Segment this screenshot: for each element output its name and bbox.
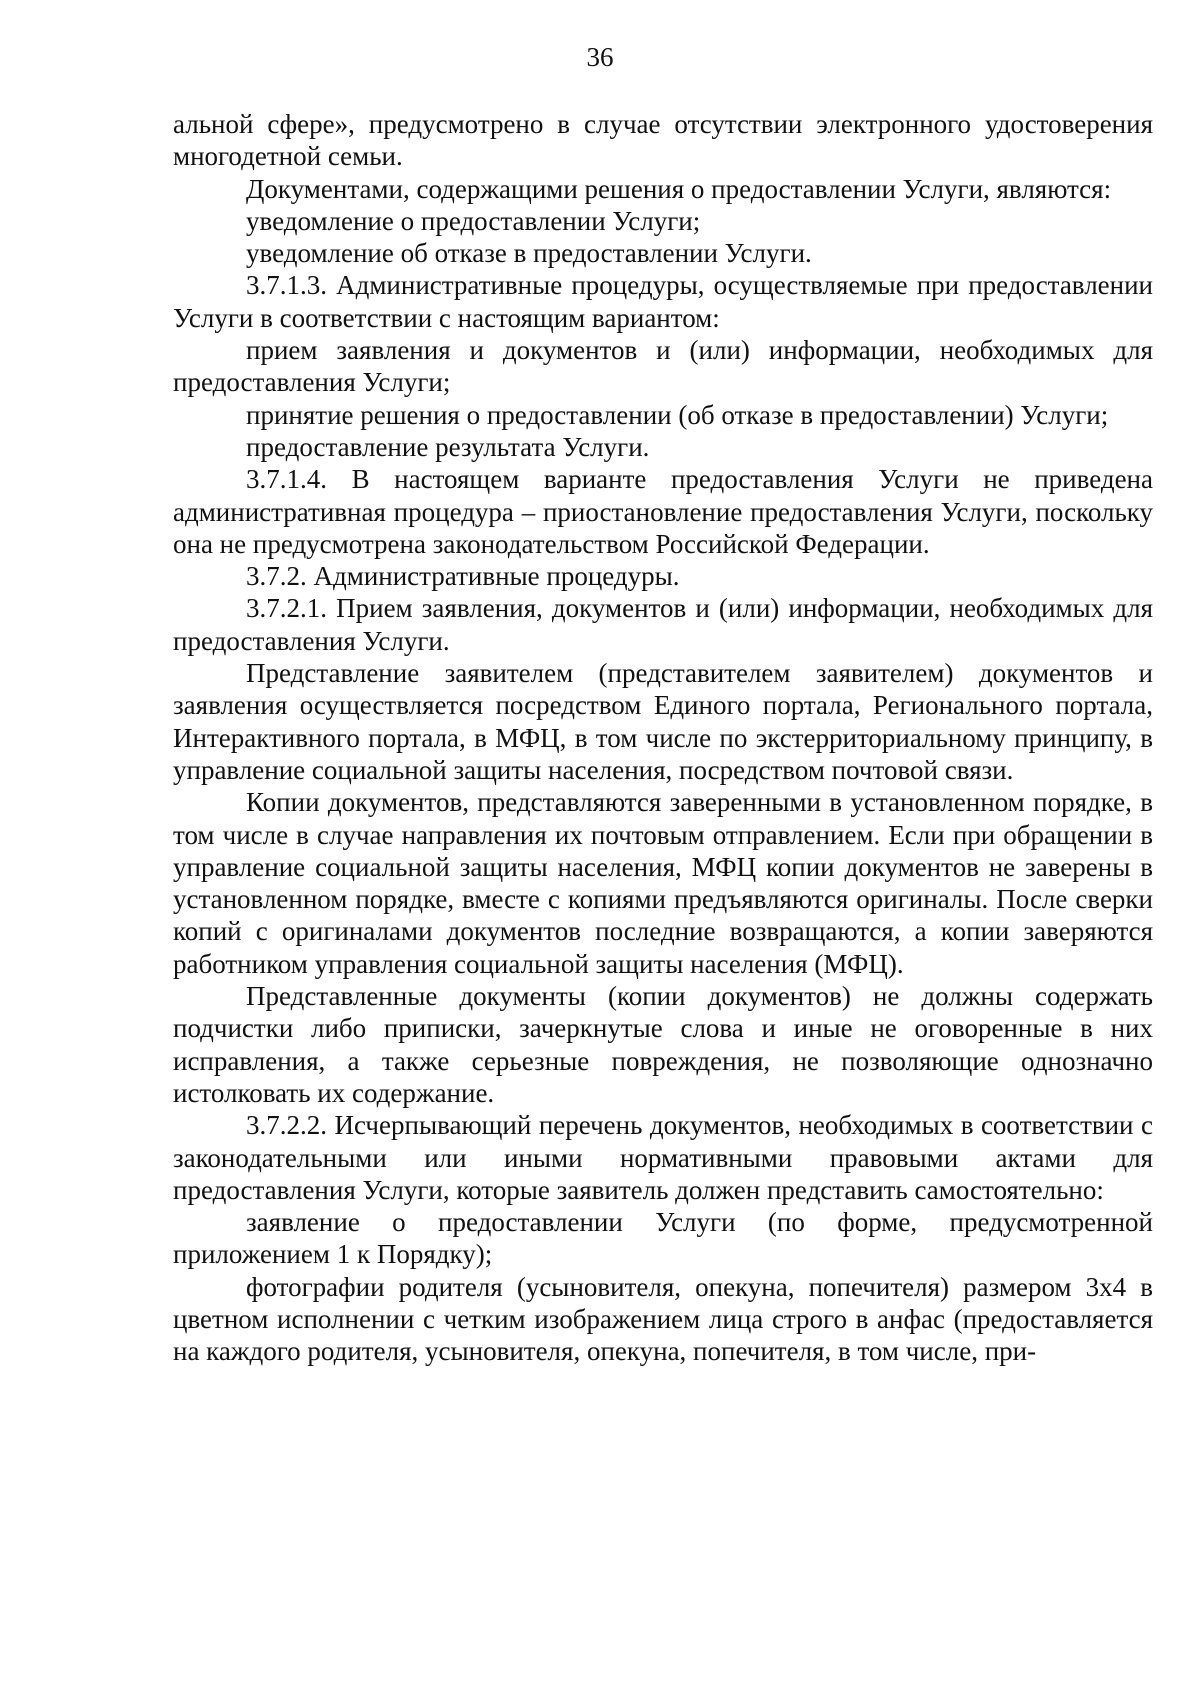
- paragraph: 3.7.2. Административные процедуры.: [246, 561, 680, 592]
- paragraph: прием заявления и документов и (или) информации, необходимых для предоставления Услуги;: [173, 335, 1153, 398]
- paragraph: Представление заявителем (представителем заявителем) документов и заявления осуществляется посредством Единого портала, Регионального портала, Интерактивного портала, в МФЦ, в том числе по экстерриториальному принципу, в управление социальной защиты населения, посредством почтовой связи.: [173, 658, 1153, 785]
- document-body: [173, 108, 1153, 1368]
- paragraph: 3.7.1.4. В настоящем варианте предоставления Услуги не приведена административная процедура – приостановление предоставления Услуги, поскольку она не предусмотрена законодательством Российской Федерации.: [173, 464, 1153, 559]
- paragraph: 3.7.2.2. Исчерпывающий перечень документов, необходимых в соответствии с законодательными или иными нормативными правовыми актами для предоставления Услуги, которые заявитель должен представить самостоятельно:: [173, 1110, 1153, 1205]
- paragraph: уведомление об отказе в предоставлении Услуги.: [246, 238, 812, 269]
- paragraph: заявление о предоставлении Услуги (по форме, предусмотренной приложением 1 к Порядку);: [173, 1207, 1153, 1270]
- paragraph: 3.7.1.3. Административные процедуры, осуществляемые при предоставлении Услуги в соответствии с настоящим вариантом:: [173, 270, 1153, 333]
- paragraph: Документами, содержащими решения о предоставлении Услуги, являются:: [246, 173, 1112, 204]
- paragraph: принятие решения о предоставлении (об отказе в предоставлении) Услуги;: [246, 399, 1109, 430]
- paragraph: уведомление о предоставлении Услуги;: [246, 205, 701, 236]
- paragraph: Представленные документы (копии документов) не должны содержать подчистки либо приписки, зачеркнутые слова и иные не оговоренные в них исправления, а также серьезные повреждения, не позволяющие однозначно истолковать их содержание.: [173, 981, 1153, 1108]
- paragraph: 3.7.2.1. Прием заявления, документов и (или) информации, необходимых для предоставления Услуги.: [173, 593, 1153, 656]
- paragraph: Копии документов, представляются заверенными в установленном порядке, в том числе в случае направления их почтовым отправлением. Если при обращении в управление социальной защиты населения, МФЦ копии документов не заверены в установленном порядке, вместе с копиями предъявляются оригиналы. После сверки копий с оригиналами документов последние возвращаются, а копии заверяются работником управления социальной защиты населения (МФЦ).: [173, 787, 1153, 979]
- page-number: 36: [586, 42, 614, 72]
- paragraph: предоставление результата Услуги.: [246, 431, 650, 462]
- paragraph: фотографии родителя (усыновителя, опекуна, попечителя) размером 3х4 в цветном исполнении с четким изображением лица строго в анфас (предоставляется на каждого родителя, усыновителя, опекуна, попечителя, в том числе, при-: [173, 1271, 1153, 1367]
- paragraph: альной сфере», предусмотрено в случае отсутствии электронного удостоверения многодетной семьи.: [173, 109, 1153, 172]
